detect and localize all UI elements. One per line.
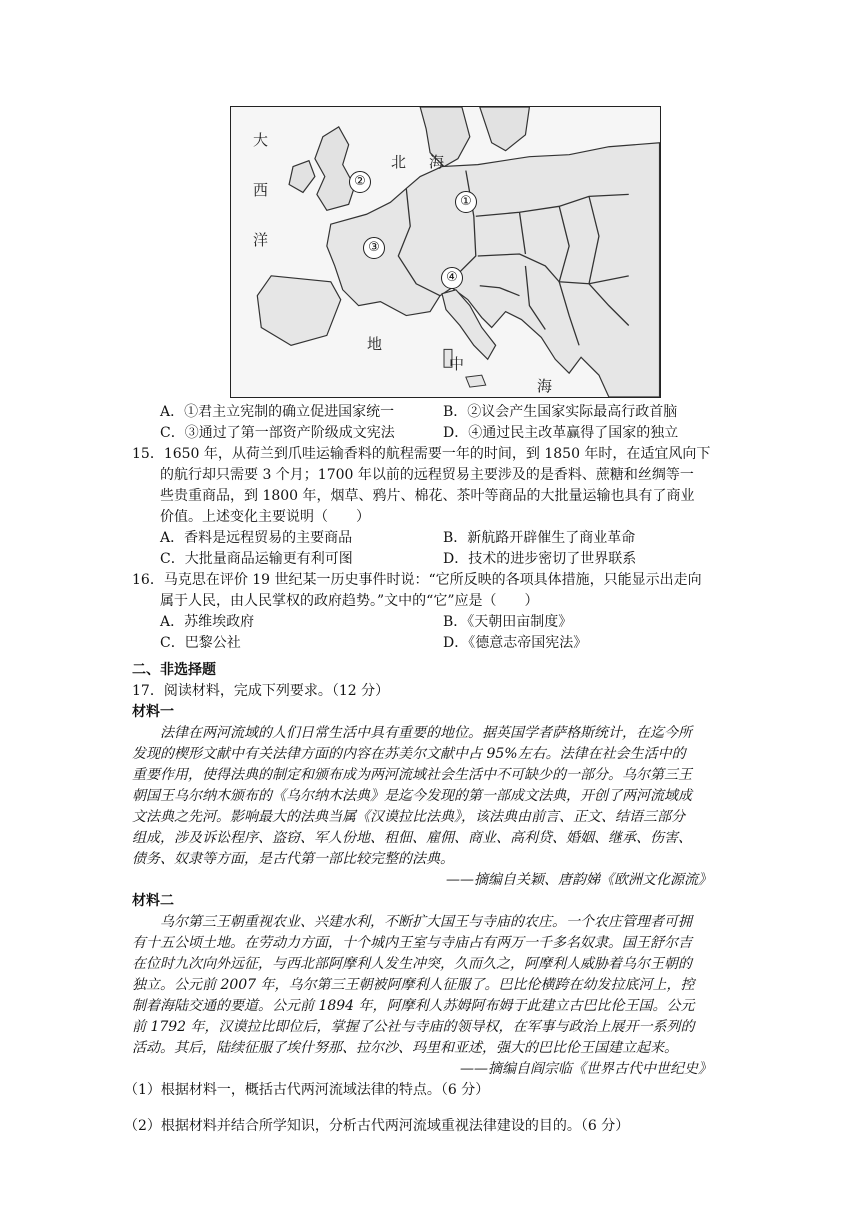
material-2-line: 前 1792 年，汉谟拉比即位后，掌握了公社与寺庙的领导权，在军事与政治上展开一系列的 — [132, 1019, 695, 1035]
marker-1: ① — [455, 191, 477, 213]
q15-line: 价值。上述变化主要说明（ ） — [160, 509, 370, 525]
material-1-line: 法律在两河流域的人们日常生活中具有重要的地位。据英国学者萨格斯统计，在迄今所 — [132, 725, 692, 741]
material-2-title: 材料二 — [132, 893, 174, 909]
section-title: 二、非选择题 — [132, 662, 216, 678]
material-2-source: ——摘编自阎宗临《世界古代中世纪史》 — [460, 1061, 712, 1077]
q14-option-a: A．①君主立宪制的确立促进国家统一 — [160, 404, 395, 420]
map-label-hai: 海 — [429, 153, 445, 171]
material-2-line: 在位时九次向外远征，与西北部阿摩利人发生冲突，久而久之，阿摩利人威胁着乌尔王朝的 — [132, 956, 692, 972]
marker-3: ③ — [363, 237, 385, 259]
sub-question-2: （2）根据材料并结合所学知识，分析古代两河流域重视法律建设的目的。（6 分） — [124, 1118, 630, 1134]
q15-option-c: C．大批量商品运输更有利可图 — [160, 551, 353, 567]
material-1-title: 材料一 — [132, 704, 174, 720]
map-label-da: 大 — [253, 131, 269, 149]
q14-option-b: B．②议会产生国家实际最高行政首脑 — [443, 404, 678, 420]
material-1-line: 朝国王乌尔纳木颁布的《乌尔纳木法典》是迄今发现的第一部成文法典，开创了两河流域成 — [132, 788, 692, 804]
map-label-hai2: 海 — [537, 377, 553, 395]
material-1-line: 组成，涉及诉讼程序、盗窃、军人份地、租佃、雇佣、商业、高利贷、婚姻、继承、伤害、 — [132, 830, 692, 846]
material-2-line: 活动。其后，陆续征服了埃什努那、拉尔沙、玛里和亚述，强大的巴比伦王国建立起来。 — [132, 1040, 678, 1056]
q16-option-d: D．《德意志帝国宪法》 — [443, 635, 588, 651]
q14-option-d: D．④通过民主改革赢得了国家的独立 — [443, 425, 679, 441]
q16-line: 16．马克思在评价 19 世纪某一历史事件时说：“它所反映的各项具体措施，只能显示出走向 — [132, 572, 702, 588]
material-1-line: 发现的楔形文献中有关法律方面的内容在苏美尔文献中占 95%左右。法律在社会生活中的 — [132, 746, 686, 762]
q15-option-b: B．新航路开辟催生了商业革命 — [443, 530, 636, 546]
europe-map — [230, 106, 661, 398]
q15-option-a: A．香料是远程贸易的主要商品 — [160, 530, 353, 546]
q16-option-c: C．巴黎公社 — [160, 635, 241, 651]
material-1-line: 文法典之先河。影响最大的法典当属《汉谟拉比法典》，该法典由前言、正文、结语三部分 — [132, 809, 685, 825]
q15-line: 些贵重商品，到 1800 年，烟草、鸦片、棉花、茶叶等商品的大批量运输也具有了商业 — [160, 488, 695, 504]
map-label-zhong: 中 — [449, 355, 465, 373]
q16-option-a: A．苏维埃政府 — [160, 614, 255, 630]
material-1-line: 重要作用，使得法典的制定和颁布成为两河流域社会生活中不可缺少的一部分。乌尔第三王 — [132, 767, 692, 783]
marker-2: ② — [349, 171, 371, 193]
map-drawing — [231, 107, 660, 397]
q16-line: 属于人民，由人民掌权的政府趋势。”文中的“它”应是（ ） — [160, 593, 539, 609]
q16-option-b: B．《天朝田亩制度》 — [443, 614, 573, 630]
marker-4: ④ — [441, 267, 463, 289]
material-2-line: 制着海陆交通的要道。公元前 1894 年，阿摩利人苏姆阿布姆于此建立古巴比伦王国。公元 — [132, 998, 695, 1014]
map-label-xi: 西 — [253, 181, 269, 199]
q17-prompt: 17．阅读材料，完成下列要求。（12 分） — [132, 683, 390, 699]
material-2-line: 有十五公顷土地。在劳动力方面，十个城内王室与寺庙占有两万一千多名奴隶。国王舒尔吉 — [132, 935, 692, 951]
material-1-line: 债务、奴隶等方面，是古代第一部比较完整的法典。 — [132, 851, 454, 867]
q15-option-d: D．技术的进步密切了世界联系 — [443, 551, 637, 567]
material-2-line: 独立。公元前 2007 年，乌尔第三王朝被阿摩利人征服了。巴比伦横跨在幼发拉底河上，控 — [132, 977, 695, 993]
map-label-yang: 洋 — [253, 231, 269, 249]
map-label-bei: 北 — [391, 153, 407, 171]
q15-line: 15．1650 年，从荷兰到爪哇运输香料的航程需要一年的时间，到 1850 年时，在适宜风向下 — [132, 446, 711, 462]
material-1-source: ——摘编自关颖、唐韵娣《欧洲文化源流》 — [446, 872, 712, 888]
map-label-di: 地 — [367, 335, 383, 353]
sub-question-1: （1）根据材料一，概括古代两河流域法律的特点。（6 分） — [124, 1082, 490, 1098]
material-2-line: 乌尔第三王朝重视农业、兴建水利，不断扩大国王与寺庙的农庄。一个农庄管理者可拥 — [132, 914, 692, 930]
q15-line: 的航行却只需要 3 个月；1700 年以前的远程贸易主要涉及的是香料、蔗糖和丝绸等一 — [160, 467, 694, 483]
q14-option-c: C．③通过了第一部资产阶级成文宪法 — [160, 425, 395, 441]
